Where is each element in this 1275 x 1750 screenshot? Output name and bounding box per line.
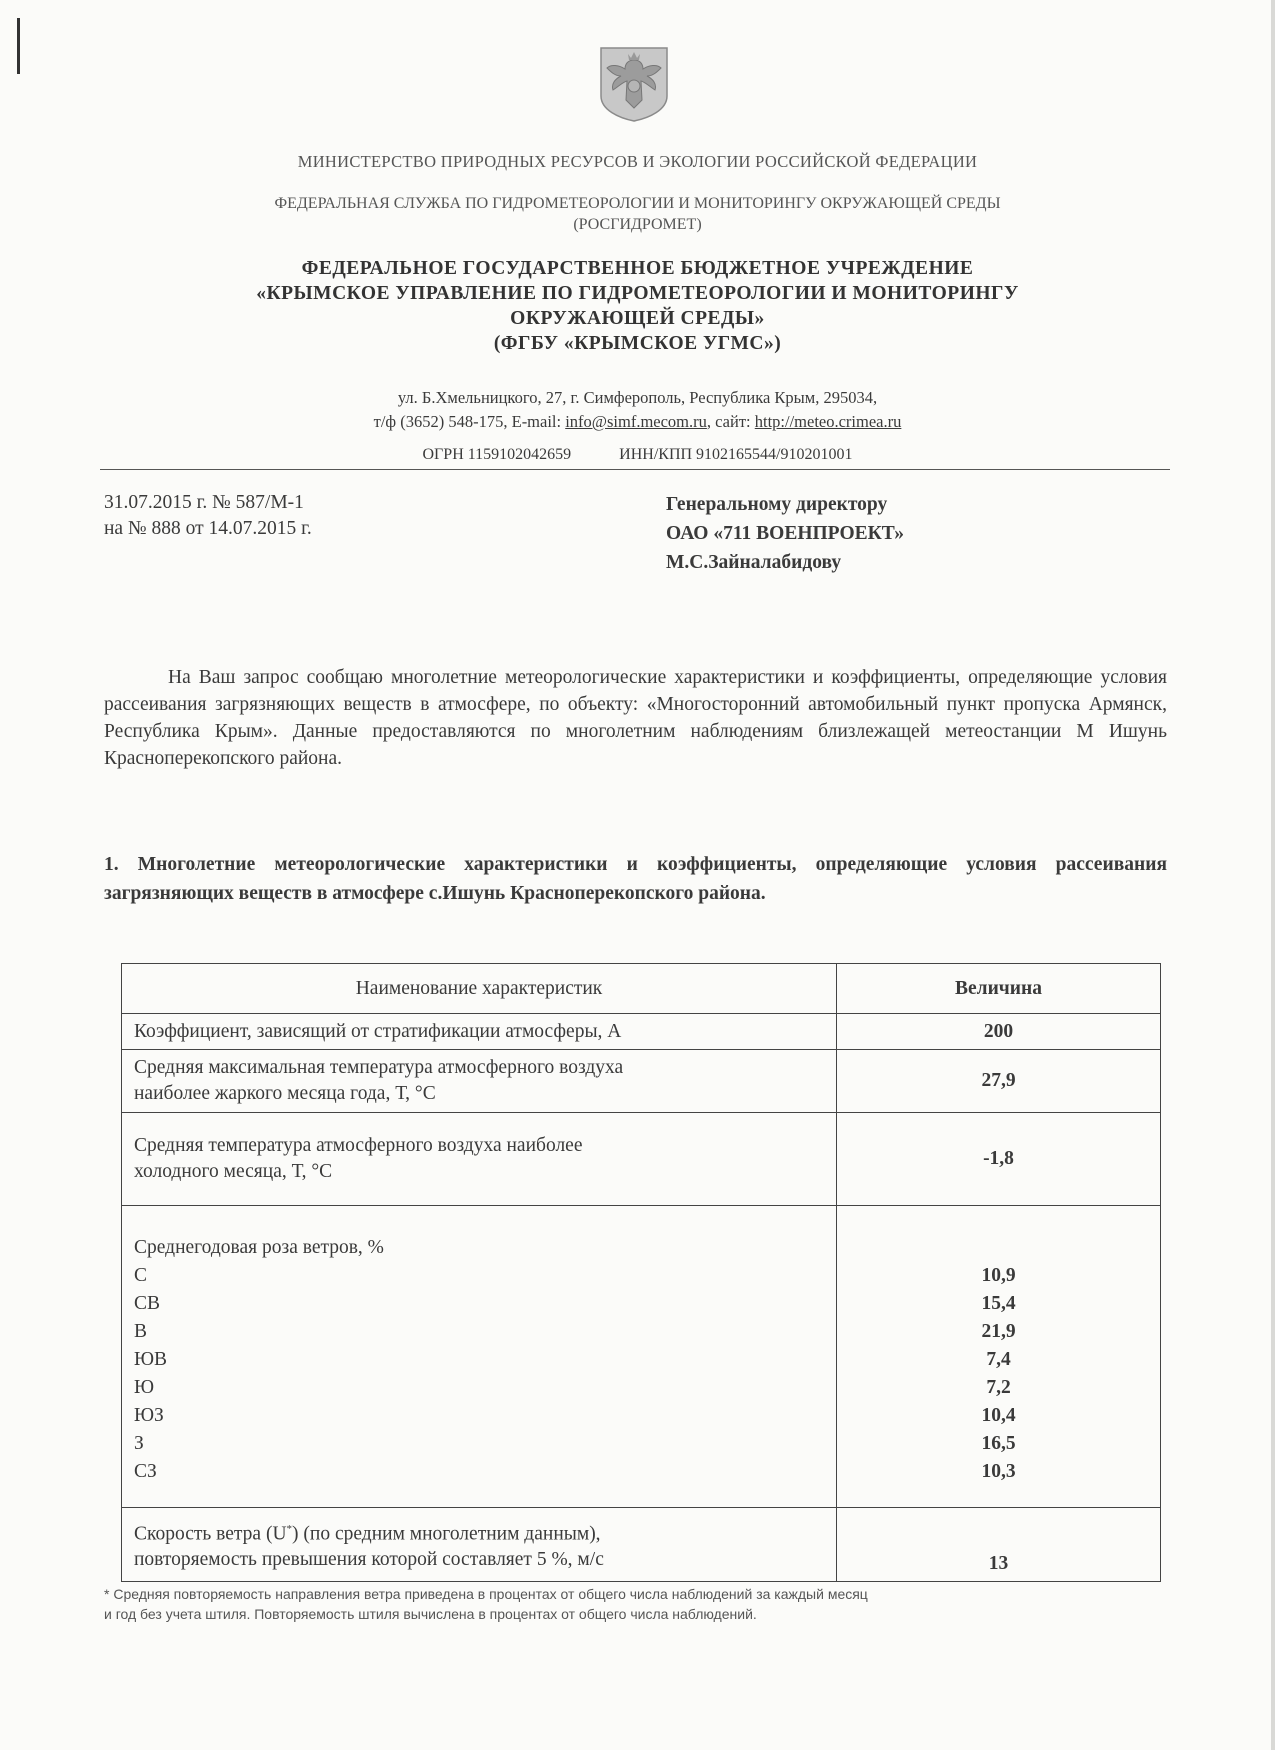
wind-value: 16,5 bbox=[981, 1432, 1016, 1454]
wind-rose-values bbox=[849, 1234, 1148, 1486]
wind-direction: В bbox=[134, 1320, 148, 1342]
row-value: 200 bbox=[837, 1014, 1161, 1050]
wind-direction: СВ bbox=[134, 1292, 161, 1314]
email-label: E-mail: bbox=[511, 412, 562, 431]
wind-value: 10,3 bbox=[981, 1460, 1016, 1482]
row-name-line: повторяемость превышения которой составляет 5 %, м/с bbox=[134, 1549, 604, 1571]
wind-rose-row bbox=[122, 1206, 1161, 1508]
row-value: -1,8 bbox=[837, 1113, 1161, 1206]
email-link[interactable]: info@simf.mecom.ru bbox=[565, 412, 707, 431]
wind-rose-cell bbox=[122, 1206, 837, 1508]
wind-speed-label: Скорость ветра (U bbox=[134, 1523, 287, 1545]
row-name bbox=[122, 1113, 837, 1206]
site-label: сайт: bbox=[715, 412, 751, 431]
wind-direction: З bbox=[134, 1432, 144, 1454]
ogrn-number: ОГРН 1159102042659 bbox=[422, 446, 572, 463]
table-footnote bbox=[104, 1584, 1174, 1624]
row-name: Коэффициент, зависящий от стратификации атмосферы, А bbox=[122, 1014, 837, 1050]
section-title: 1. Многолетние метеорологические характеристики и коэффициенты, определяющие условия рассеивания загрязняющих веществ в атмосфере с.Ишунь Красноперекопского района. bbox=[104, 854, 1167, 904]
table-header-row bbox=[122, 964, 1161, 1014]
addressee-position: Генеральному директору bbox=[666, 494, 888, 515]
wind-rose-list bbox=[134, 1234, 824, 1486]
service-abbrev: (РОСГИДРОМЕТ) bbox=[573, 216, 702, 233]
coat-of-arms-icon bbox=[599, 46, 669, 122]
street-address: ул. Б.Хмельницкого, 27, г. Симферополь, Республика Крым, 295034, bbox=[397, 388, 878, 407]
addressee-company: ОАО «711 ВОЕНПРОЕКТ» bbox=[666, 523, 905, 544]
wind-value: 10,9 bbox=[981, 1264, 1016, 1286]
phone-number: т/ф (3652) 548-175, bbox=[373, 412, 508, 431]
header-divider bbox=[100, 469, 1170, 470]
institution-address bbox=[0, 386, 1275, 434]
wind-value: 10,4 bbox=[981, 1404, 1016, 1426]
inn-kpp-number: ИНН/КПП 9102165544/910201001 bbox=[619, 446, 853, 463]
footnote-marker: * bbox=[286, 1522, 293, 1535]
wind-speed-label-cont: ) (по средним многолетним данным), bbox=[292, 1523, 601, 1545]
footnote-line: * Средняя повторяемость направления ветра приведена в процентах от общего числа наблюдений за каждый месяц bbox=[104, 1586, 868, 1602]
characteristics-table bbox=[121, 963, 1161, 1582]
wind-value: 7,4 bbox=[986, 1348, 1011, 1370]
letter-body: На Ваш запрос сообщаю многолетние метеорологические характеристики и коэффициенты, определяющие условия рассеивания загрязняющих веществ в атмосфере, по объекту: «Многосторонний автомобильный пункт пропуска Армянск, Республика Крым». Данные предоставляются по многолетним наблюдениям близлежащей метеостанции М Ишунь Красноперекопского района. bbox=[104, 667, 1167, 769]
letter-registration bbox=[104, 490, 312, 542]
institution-line-1: ФЕДЕРАЛЬНОЕ ГОСУДАРСТВЕННОЕ БЮДЖЕТНОЕ УЧРЕЖДЕНИЕ bbox=[301, 258, 974, 279]
wind-direction: Ю bbox=[134, 1376, 155, 1398]
scan-mark bbox=[17, 18, 20, 74]
row-name-line bbox=[134, 1516, 824, 1548]
column-header-value: Величина bbox=[837, 964, 1161, 1014]
row-name-line: наиболее жаркого месяца года, Т, °С bbox=[134, 1083, 436, 1104]
service-name bbox=[0, 193, 1275, 235]
wind-direction: СЗ bbox=[134, 1460, 157, 1482]
wind-direction: ЮЗ bbox=[134, 1404, 164, 1426]
reference-number: на № 888 от 14.07.2015 г. bbox=[104, 518, 312, 539]
row-name-line: Средняя максимальная температура атмосферного воздуха bbox=[134, 1057, 624, 1078]
table-row bbox=[122, 1113, 1161, 1206]
wind-value: 7,2 bbox=[986, 1376, 1011, 1398]
table-row bbox=[122, 1014, 1161, 1050]
institution-line-2: «КРЫМСКОЕ УПРАВЛЕНИЕ ПО ГИДРОМЕТЕОРОЛОГИИ И МОНИТОРИНГУ bbox=[256, 283, 1019, 304]
wind-value: 21,9 bbox=[981, 1320, 1016, 1342]
table-row bbox=[122, 1050, 1161, 1113]
wind-direction: ЮВ bbox=[134, 1348, 168, 1370]
outgoing-number: 31.07.2015 г. № 587/М-1 bbox=[104, 492, 304, 513]
row-name bbox=[122, 1508, 837, 1582]
institution-line-3: ОКРУЖАЮЩЕЙ СРЕДЫ» bbox=[510, 308, 765, 329]
registration-numbers bbox=[0, 446, 1275, 464]
column-header-name: Наименование характеристик bbox=[122, 964, 837, 1014]
table-row bbox=[122, 1508, 1161, 1582]
row-name bbox=[122, 1050, 837, 1113]
institution-name bbox=[0, 256, 1275, 356]
contacts-line: т/ф (3652) 548-175, E-mail: info@simf.mecom.ru, сайт: http://meteo.crimea.ru bbox=[373, 412, 902, 431]
wind-rose-values-cell bbox=[837, 1206, 1161, 1508]
row-value: 13 bbox=[837, 1508, 1161, 1582]
site-link[interactable]: http://meteo.crimea.ru bbox=[754, 412, 902, 431]
addressee-name: М.С.Зайналабидову bbox=[666, 552, 842, 573]
row-name-line: Средняя температура атмосферного воздуха наиболее bbox=[134, 1135, 583, 1156]
wind-rose-title: Среднегодовая роза ветров, % bbox=[134, 1236, 384, 1258]
row-name-line: холодного месяца, Т, °С bbox=[134, 1161, 333, 1182]
wind-value: 15,4 bbox=[981, 1292, 1016, 1314]
institution-abbrev: (ФГБУ «КРЫМСКОЕ УГМС») bbox=[493, 333, 782, 354]
addressee-block bbox=[666, 490, 904, 577]
ministry-name: МИНИСТЕРСТВО ПРИРОДНЫХ РЕСУРСОВ И ЭКОЛОГИИ РОССИЙСКОЙ ФЕДЕРАЦИИ bbox=[297, 152, 978, 171]
footnote-line: и год без учета штиля. Повторяемость штиля вычислена в процентах от общего числа наблюдений. bbox=[104, 1606, 757, 1622]
service-name-line: ФЕДЕРАЛЬНАЯ СЛУЖБА ПО ГИДРОМЕТЕОРОЛОГИИ И МОНИТОРИНГУ ОКРУЖАЮЩЕЙ СРЕДЫ bbox=[274, 195, 1001, 212]
wind-direction: С bbox=[134, 1264, 148, 1286]
row-value: 27,9 bbox=[837, 1050, 1161, 1113]
